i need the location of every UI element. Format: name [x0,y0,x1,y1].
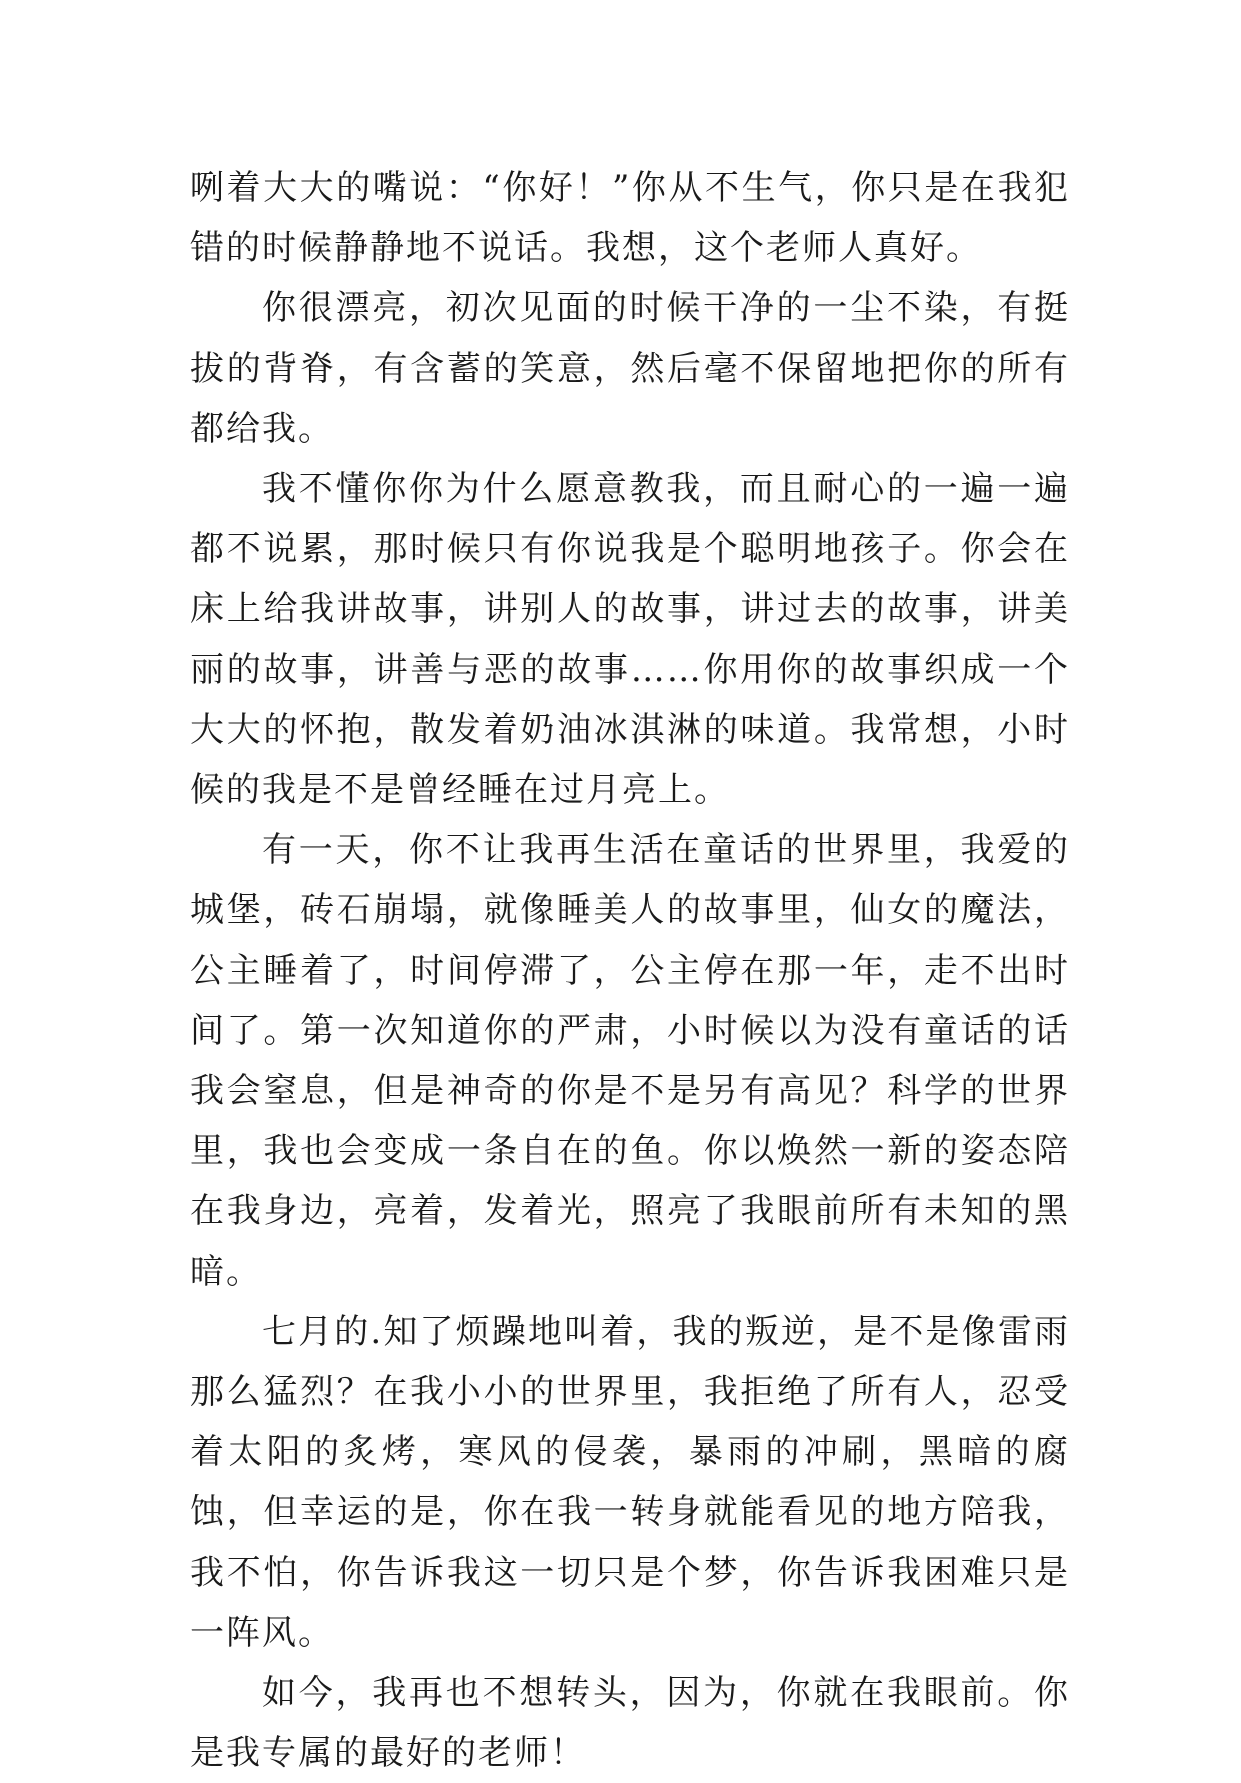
paragraph-1: 咧着大大的嘴说：“你好！”你从不生气，你只是在我犯错的时候静静地不说话。我想，这个老师人真好。 [190,168,1070,269]
paragraph-2: 你很漂亮，初次见面的时候干净的一尘不染，有挺拔的背脊，有含蓄的笑意，然后毫不保留地把你的所有都给我。 [190,288,1070,449]
essay-body [190,158,1070,1783]
paragraph-4: 有一天，你不让我再生活在童话的世界里，我爱的城堡，砖石崩塌，就像睡美人的故事里，仙女的魔法，公主睡着了，时间停滞了，公主停在那一年，走不出时间了。第一次知道你的严肃，小时候以为没有童话的话我会窒息，但是神奇的你是不是另有高见？科学的世界里，我也会变成一条自在的鱼。你以焕然一新的姿态陪在我身边，亮着，发着光，照亮了我眼前所有未知的黑暗。 [190,830,1070,1292]
paragraph-5: 七月的.知了烦躁地叫着，我的叛逆，是不是像雷雨那么猛烈？在我小小的世界里，我拒绝了所有人，忍受着太阳的炙烤，寒风的侵袭，暴雨的冲刷，黑暗的腐蚀，但幸运的是，你在我一转身就能看见的地方陪我，我不怕，你告诉我这一切只是个梦，你告诉我困难只是一阵风。 [190,1311,1070,1653]
paragraph-6: 如今，我再也不想转头，因为，你就在我眼前。你是我专属的最好的老师！ [190,1673,1070,1774]
paragraph-3: 我不懂你你为什么愿意教我，而且耐心的一遍一遍都不说累，那时候只有你说我是个聪明地孩子。你会在床上给我讲故事，讲别人的故事，讲过去的故事，讲美丽的故事，讲善与恶的故事……你用你的故事织成一个大大的怀抱，散发着奶油冰淇淋的味道。我常想，小时候的我是不是曾经睡在过月亮上。 [190,469,1070,811]
